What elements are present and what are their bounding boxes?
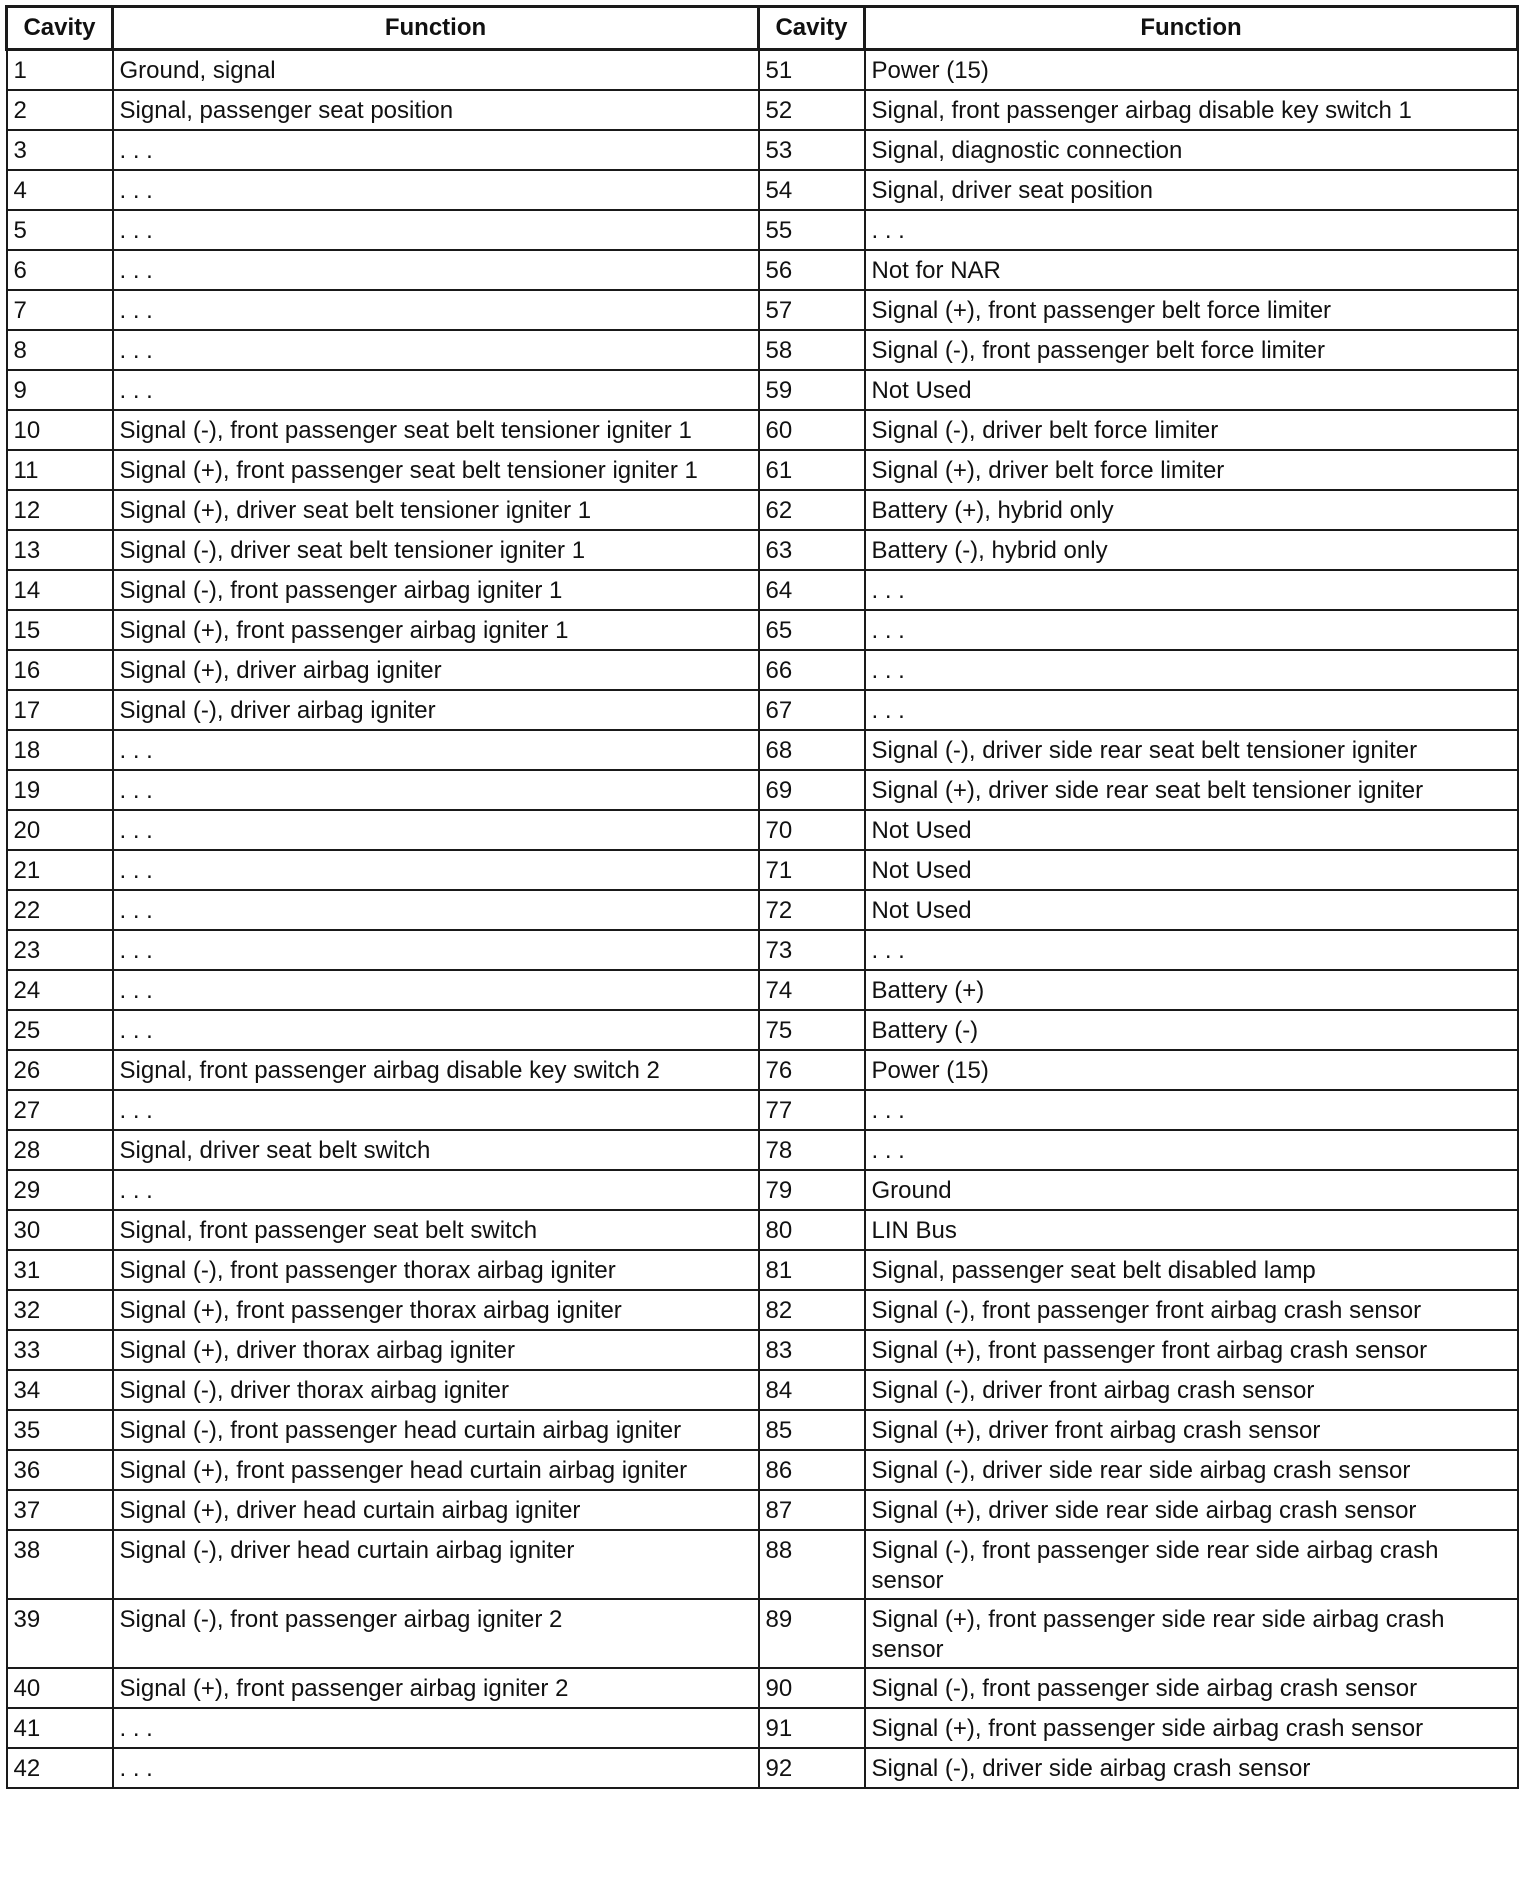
table-row bbox=[7, 1010, 1518, 1050]
function-left-cell: Signal (+), driver airbag igniter bbox=[113, 650, 759, 690]
function-right-cell: . . . bbox=[865, 1090, 1518, 1130]
cavity-right-cell: 61 bbox=[759, 450, 865, 490]
function-right-cell: Signal (+), front passenger belt force limiter bbox=[865, 290, 1518, 330]
cavity-left-cell: 33 bbox=[7, 1330, 113, 1370]
table-row bbox=[7, 890, 1518, 930]
function-left-cell: . . . bbox=[113, 730, 759, 770]
cavity-left-cell: 37 bbox=[7, 1490, 113, 1530]
cavity-left-cell: 2 bbox=[7, 90, 113, 130]
function-right-cell: Battery (-), hybrid only bbox=[865, 530, 1518, 570]
function-right-cell: Signal, front passenger airbag disable key switch 1 bbox=[865, 90, 1518, 130]
function-left-cell: Signal (+), driver head curtain airbag igniter bbox=[113, 1490, 759, 1530]
cavity-right-cell: 58 bbox=[759, 330, 865, 370]
function-right-cell: Signal (+), driver belt force limiter bbox=[865, 450, 1518, 490]
table-row bbox=[7, 1450, 1518, 1490]
function-right-cell: Signal (+), front passenger front airbag crash sensor bbox=[865, 1330, 1518, 1370]
function-left-cell: Signal (+), front passenger airbag igniter 1 bbox=[113, 610, 759, 650]
function-left-cell: . . . bbox=[113, 850, 759, 890]
connector-cavity-table bbox=[5, 5, 1519, 1789]
function-left-cell: Signal (+), front passenger seat belt tensioner igniter 1 bbox=[113, 450, 759, 490]
header-function-right: Function bbox=[865, 7, 1518, 50]
function-right-cell: Signal (-), driver side airbag crash sensor bbox=[865, 1748, 1518, 1788]
header-cavity-right: Cavity bbox=[759, 7, 865, 50]
cavity-right-cell: 51 bbox=[759, 50, 865, 90]
cavity-right-cell: 86 bbox=[759, 1450, 865, 1490]
cavity-right-cell: 68 bbox=[759, 730, 865, 770]
function-left-cell: . . . bbox=[113, 970, 759, 1010]
cavity-right-cell: 70 bbox=[759, 810, 865, 850]
table-row bbox=[7, 450, 1518, 490]
cavity-right-cell: 80 bbox=[759, 1210, 865, 1250]
cavity-right-cell: 65 bbox=[759, 610, 865, 650]
cavity-right-cell: 72 bbox=[759, 890, 865, 930]
cavity-left-cell: 3 bbox=[7, 130, 113, 170]
function-right-cell: LIN Bus bbox=[865, 1210, 1518, 1250]
function-left-cell: . . . bbox=[113, 210, 759, 250]
cavity-right-cell: 54 bbox=[759, 170, 865, 210]
cavity-right-cell: 69 bbox=[759, 770, 865, 810]
cavity-right-cell: 81 bbox=[759, 1250, 865, 1290]
cavity-left-cell: 18 bbox=[7, 730, 113, 770]
function-left-cell: Signal (-), front passenger airbag igniter 2 bbox=[113, 1599, 759, 1668]
function-left-cell: Signal (+), front passenger head curtain airbag igniter bbox=[113, 1450, 759, 1490]
table-row bbox=[7, 1490, 1518, 1530]
table-row bbox=[7, 90, 1518, 130]
function-right-cell: Signal (+), front passenger side airbag crash sensor bbox=[865, 1708, 1518, 1748]
cavity-left-cell: 41 bbox=[7, 1708, 113, 1748]
function-right-cell: Battery (-) bbox=[865, 1010, 1518, 1050]
table-row bbox=[7, 1370, 1518, 1410]
table-row bbox=[7, 970, 1518, 1010]
function-right-cell: Signal (-), driver side rear seat belt tensioner igniter bbox=[865, 730, 1518, 770]
function-right-cell: Signal (-), driver side rear side airbag crash sensor bbox=[865, 1450, 1518, 1490]
cavity-right-cell: 78 bbox=[759, 1130, 865, 1170]
cavity-left-cell: 29 bbox=[7, 1170, 113, 1210]
function-right-cell: Signal, driver seat position bbox=[865, 170, 1518, 210]
table-row bbox=[7, 490, 1518, 530]
table-row bbox=[7, 1748, 1518, 1788]
table-row bbox=[7, 850, 1518, 890]
cavity-right-cell: 74 bbox=[759, 970, 865, 1010]
function-right-cell: Battery (+) bbox=[865, 970, 1518, 1010]
cavity-left-cell: 32 bbox=[7, 1290, 113, 1330]
function-left-cell: . . . bbox=[113, 810, 759, 850]
cavity-right-cell: 76 bbox=[759, 1050, 865, 1090]
cavity-right-cell: 82 bbox=[759, 1290, 865, 1330]
function-left-cell: . . . bbox=[113, 250, 759, 290]
function-left-cell: Signal (-), front passenger head curtain airbag igniter bbox=[113, 1410, 759, 1450]
cavity-left-cell: 6 bbox=[7, 250, 113, 290]
function-left-cell: . . . bbox=[113, 1090, 759, 1130]
cavity-left-cell: 16 bbox=[7, 650, 113, 690]
cavity-right-cell: 91 bbox=[759, 1708, 865, 1748]
table-row bbox=[7, 930, 1518, 970]
table-row bbox=[7, 290, 1518, 330]
function-left-cell: . . . bbox=[113, 330, 759, 370]
table-row bbox=[7, 1330, 1518, 1370]
function-left-cell: . . . bbox=[113, 290, 759, 330]
function-left-cell: Signal (-), driver airbag igniter bbox=[113, 690, 759, 730]
table-row bbox=[7, 1599, 1518, 1668]
cavity-left-cell: 8 bbox=[7, 330, 113, 370]
cavity-right-cell: 59 bbox=[759, 370, 865, 410]
cavity-right-cell: 87 bbox=[759, 1490, 865, 1530]
cavity-left-cell: 25 bbox=[7, 1010, 113, 1050]
cavity-left-cell: 17 bbox=[7, 690, 113, 730]
cavity-left-cell: 10 bbox=[7, 410, 113, 450]
cavity-right-cell: 79 bbox=[759, 1170, 865, 1210]
table-row bbox=[7, 1250, 1518, 1290]
function-left-cell: Signal (+), front passenger airbag igniter 2 bbox=[113, 1668, 759, 1708]
cavity-left-cell: 21 bbox=[7, 850, 113, 890]
function-left-cell: Ground, signal bbox=[113, 50, 759, 90]
cavity-right-cell: 88 bbox=[759, 1530, 865, 1599]
table-row bbox=[7, 50, 1518, 90]
table-row bbox=[7, 170, 1518, 210]
table-row bbox=[7, 370, 1518, 410]
cavity-right-cell: 85 bbox=[759, 1410, 865, 1450]
cavity-left-cell: 9 bbox=[7, 370, 113, 410]
function-left-cell: . . . bbox=[113, 770, 759, 810]
function-left-cell: Signal (-), front passenger seat belt tensioner igniter 1 bbox=[113, 410, 759, 450]
cavity-right-cell: 62 bbox=[759, 490, 865, 530]
cavity-left-cell: 28 bbox=[7, 1130, 113, 1170]
cavity-left-cell: 39 bbox=[7, 1599, 113, 1668]
cavity-right-cell: 90 bbox=[759, 1668, 865, 1708]
function-right-cell: Signal (+), driver side rear side airbag crash sensor bbox=[865, 1490, 1518, 1530]
cavity-left-cell: 40 bbox=[7, 1668, 113, 1708]
table-row bbox=[7, 730, 1518, 770]
cavity-right-cell: 83 bbox=[759, 1330, 865, 1370]
cavity-left-cell: 38 bbox=[7, 1530, 113, 1599]
function-right-cell: Signal (+), driver side rear seat belt tensioner igniter bbox=[865, 770, 1518, 810]
cavity-right-cell: 64 bbox=[759, 570, 865, 610]
function-right-cell: . . . bbox=[865, 930, 1518, 970]
cavity-right-cell: 75 bbox=[759, 1010, 865, 1050]
function-right-cell: Signal (-), front passenger front airbag crash sensor bbox=[865, 1290, 1518, 1330]
table-row bbox=[7, 1130, 1518, 1170]
cavity-left-cell: 22 bbox=[7, 890, 113, 930]
cavity-right-cell: 73 bbox=[759, 930, 865, 970]
table-row bbox=[7, 1290, 1518, 1330]
function-right-cell: Power (15) bbox=[865, 50, 1518, 90]
function-left-cell: Signal, front passenger airbag disable key switch 2 bbox=[113, 1050, 759, 1090]
function-right-cell: Signal, diagnostic connection bbox=[865, 130, 1518, 170]
cavity-right-cell: 89 bbox=[759, 1599, 865, 1668]
function-right-cell: Signal (-), front passenger side airbag crash sensor bbox=[865, 1668, 1518, 1708]
function-right-cell: Signal, passenger seat belt disabled lamp bbox=[865, 1250, 1518, 1290]
cavity-left-cell: 14 bbox=[7, 570, 113, 610]
function-left-cell: . . . bbox=[113, 1708, 759, 1748]
function-right-cell: Not for NAR bbox=[865, 250, 1518, 290]
function-left-cell: Signal (-), front passenger thorax airbag igniter bbox=[113, 1250, 759, 1290]
cavity-left-cell: 35 bbox=[7, 1410, 113, 1450]
cavity-left-cell: 26 bbox=[7, 1050, 113, 1090]
function-left-cell: . . . bbox=[113, 1748, 759, 1788]
function-left-cell: . . . bbox=[113, 130, 759, 170]
table-row bbox=[7, 810, 1518, 850]
function-left-cell: Signal (-), driver head curtain airbag igniter bbox=[113, 1530, 759, 1599]
function-left-cell: Signal (-), driver thorax airbag igniter bbox=[113, 1370, 759, 1410]
cavity-left-cell: 11 bbox=[7, 450, 113, 490]
table-row bbox=[7, 1708, 1518, 1748]
table-row bbox=[7, 1050, 1518, 1090]
cavity-left-cell: 27 bbox=[7, 1090, 113, 1130]
table-row bbox=[7, 1210, 1518, 1250]
table-row bbox=[7, 610, 1518, 650]
cavity-right-cell: 56 bbox=[759, 250, 865, 290]
table-row bbox=[7, 570, 1518, 610]
table-row bbox=[7, 770, 1518, 810]
function-right-cell: Signal (+), front passenger side rear side airbag crash sensor bbox=[865, 1599, 1518, 1668]
cavity-left-cell: 36 bbox=[7, 1450, 113, 1490]
cavity-left-cell: 30 bbox=[7, 1210, 113, 1250]
function-right-cell: . . . bbox=[865, 1130, 1518, 1170]
table-row bbox=[7, 250, 1518, 290]
function-left-cell: . . . bbox=[113, 370, 759, 410]
cavity-left-cell: 31 bbox=[7, 1250, 113, 1290]
cavity-left-cell: 7 bbox=[7, 290, 113, 330]
cavity-left-cell: 1 bbox=[7, 50, 113, 90]
function-left-cell: Signal (-), driver seat belt tensioner igniter 1 bbox=[113, 530, 759, 570]
function-left-cell: . . . bbox=[113, 890, 759, 930]
function-right-cell: Signal (-), front passenger belt force limiter bbox=[865, 330, 1518, 370]
function-right-cell: . . . bbox=[865, 210, 1518, 250]
cavity-right-cell: 66 bbox=[759, 650, 865, 690]
function-left-cell: Signal, passenger seat position bbox=[113, 90, 759, 130]
cavity-right-cell: 53 bbox=[759, 130, 865, 170]
table-header-row bbox=[7, 7, 1518, 50]
function-right-cell: . . . bbox=[865, 690, 1518, 730]
header-function-left: Function bbox=[113, 7, 759, 50]
function-right-cell: Ground bbox=[865, 1170, 1518, 1210]
cavity-right-cell: 77 bbox=[759, 1090, 865, 1130]
table-row bbox=[7, 530, 1518, 570]
table-row bbox=[7, 410, 1518, 450]
function-right-cell: Not Used bbox=[865, 810, 1518, 850]
function-left-cell: Signal, driver seat belt switch bbox=[113, 1130, 759, 1170]
function-right-cell: Not Used bbox=[865, 850, 1518, 890]
table-body bbox=[7, 50, 1518, 1788]
table-row bbox=[7, 650, 1518, 690]
cavity-right-cell: 84 bbox=[759, 1370, 865, 1410]
cavity-left-cell: 42 bbox=[7, 1748, 113, 1788]
function-left-cell: . . . bbox=[113, 1010, 759, 1050]
connector-table-container bbox=[5, 5, 1519, 1789]
cavity-right-cell: 55 bbox=[759, 210, 865, 250]
function-right-cell: Signal (-), driver front airbag crash sensor bbox=[865, 1370, 1518, 1410]
cavity-right-cell: 57 bbox=[759, 290, 865, 330]
table-row bbox=[7, 1410, 1518, 1450]
cavity-left-cell: 15 bbox=[7, 610, 113, 650]
function-right-cell: Signal (-), front passenger side rear side airbag crash sensor bbox=[865, 1530, 1518, 1599]
function-left-cell: Signal (+), driver thorax airbag igniter bbox=[113, 1330, 759, 1370]
cavity-left-cell: 5 bbox=[7, 210, 113, 250]
function-right-cell: Signal (-), driver belt force limiter bbox=[865, 410, 1518, 450]
function-right-cell: Signal (+), driver front airbag crash sensor bbox=[865, 1410, 1518, 1450]
function-right-cell: . . . bbox=[865, 610, 1518, 650]
cavity-left-cell: 13 bbox=[7, 530, 113, 570]
cavity-right-cell: 52 bbox=[759, 90, 865, 130]
function-right-cell: . . . bbox=[865, 650, 1518, 690]
function-left-cell: Signal, front passenger seat belt switch bbox=[113, 1210, 759, 1250]
table-row bbox=[7, 690, 1518, 730]
function-right-cell: Power (15) bbox=[865, 1050, 1518, 1090]
cavity-right-cell: 60 bbox=[759, 410, 865, 450]
function-left-cell: Signal (-), front passenger airbag igniter 1 bbox=[113, 570, 759, 610]
cavity-left-cell: 20 bbox=[7, 810, 113, 850]
cavity-right-cell: 92 bbox=[759, 1748, 865, 1788]
function-right-cell: . . . bbox=[865, 570, 1518, 610]
table-row bbox=[7, 330, 1518, 370]
cavity-left-cell: 19 bbox=[7, 770, 113, 810]
function-left-cell: Signal (+), driver seat belt tensioner igniter 1 bbox=[113, 490, 759, 530]
cavity-right-cell: 63 bbox=[759, 530, 865, 570]
function-left-cell: . . . bbox=[113, 170, 759, 210]
cavity-right-cell: 71 bbox=[759, 850, 865, 890]
table-row bbox=[7, 1170, 1518, 1210]
table-row bbox=[7, 1530, 1518, 1599]
cavity-left-cell: 23 bbox=[7, 930, 113, 970]
cavity-left-cell: 4 bbox=[7, 170, 113, 210]
cavity-right-cell: 67 bbox=[759, 690, 865, 730]
function-right-cell: Not Used bbox=[865, 370, 1518, 410]
function-left-cell: . . . bbox=[113, 930, 759, 970]
table-row bbox=[7, 1090, 1518, 1130]
function-right-cell: Not Used bbox=[865, 890, 1518, 930]
table-row bbox=[7, 130, 1518, 170]
cavity-left-cell: 34 bbox=[7, 1370, 113, 1410]
cavity-left-cell: 12 bbox=[7, 490, 113, 530]
header-cavity-left: Cavity bbox=[7, 7, 113, 50]
table-row bbox=[7, 210, 1518, 250]
function-left-cell: . . . bbox=[113, 1170, 759, 1210]
cavity-left-cell: 24 bbox=[7, 970, 113, 1010]
function-left-cell: Signal (+), front passenger thorax airbag igniter bbox=[113, 1290, 759, 1330]
table-row bbox=[7, 1668, 1518, 1708]
function-right-cell: Battery (+), hybrid only bbox=[865, 490, 1518, 530]
